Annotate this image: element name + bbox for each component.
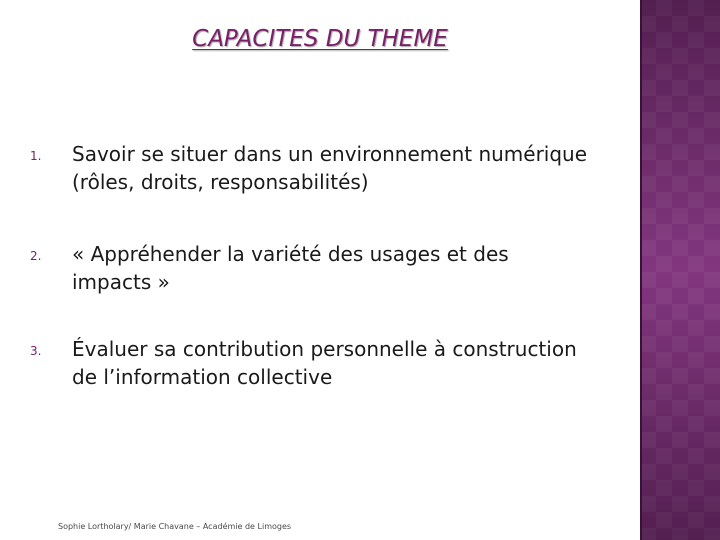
item-text-line: « Appréhender la variété des usages et des bbox=[72, 242, 509, 266]
item-number: 2. bbox=[30, 249, 42, 263]
decorative-sidebar bbox=[640, 0, 720, 540]
item-text-line: impacts » bbox=[72, 270, 170, 294]
slide-footer: Sophie Lortholary/ Marie Chavane – Académie de Limoges bbox=[58, 522, 292, 531]
item-number: 3. bbox=[30, 344, 42, 358]
sidebar-divider bbox=[640, 0, 642, 540]
item-text-line: Évaluer sa contribution personnelle à construction bbox=[72, 337, 577, 361]
slide-title: CAPACITES DU THEME bbox=[192, 26, 448, 52]
item-text-line: Savoir se situer dans un environnement numérique bbox=[72, 142, 588, 166]
item-text-line: de l’information collective bbox=[72, 365, 333, 389]
item-text-line: (rôles, droits, responsabilités) bbox=[72, 170, 369, 194]
item-number: 1. bbox=[30, 149, 42, 163]
